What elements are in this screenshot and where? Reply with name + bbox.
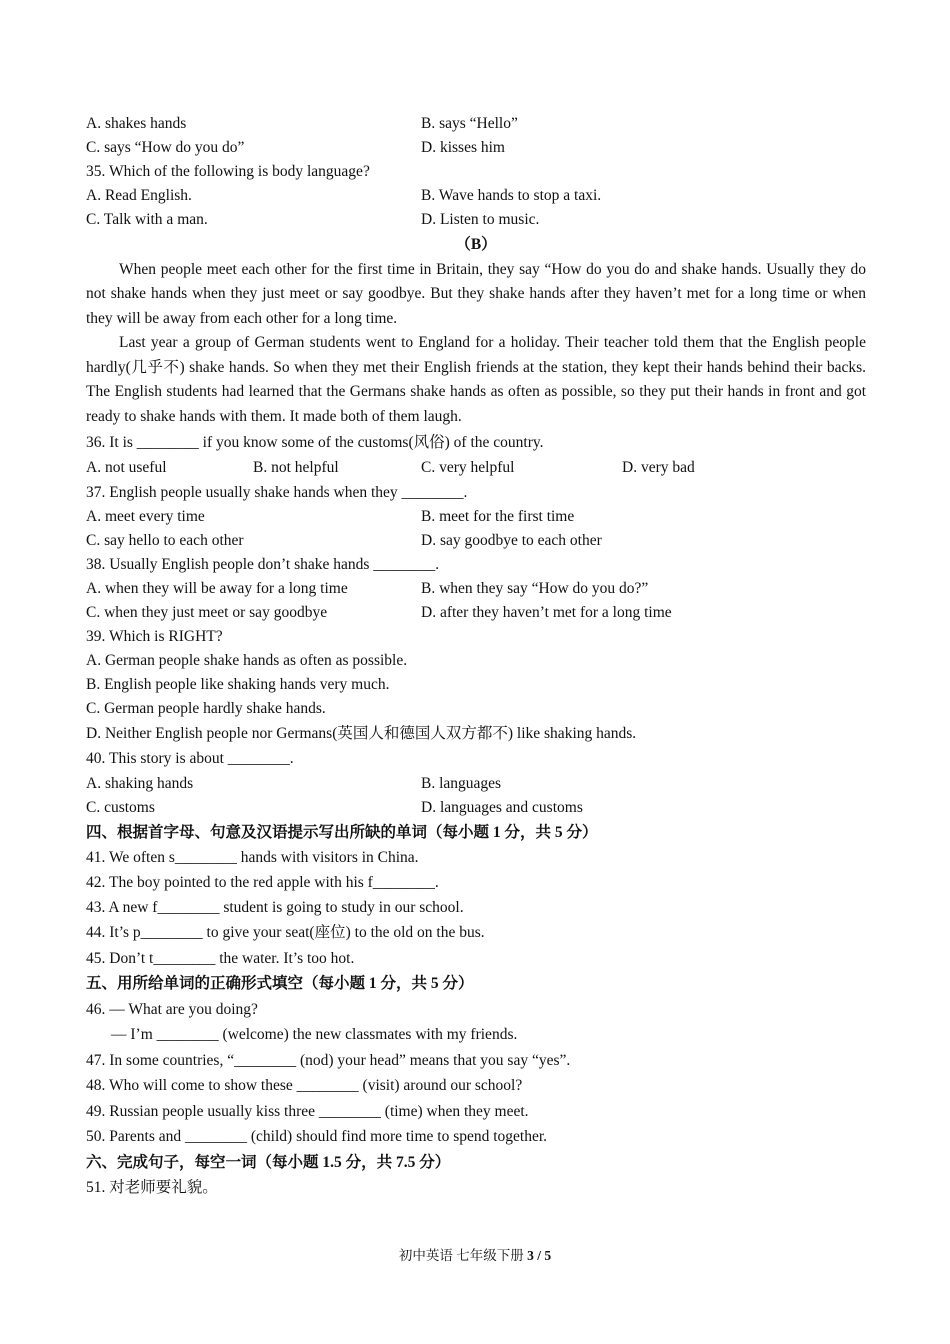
q38-option-b: B. when they say “How do you do?” [421, 579, 649, 597]
q47: 47. In some countries, “________ (nod) your head” means that you say “yes”. [86, 1051, 571, 1069]
q46-question: 46. — What are you doing? [86, 1000, 258, 1018]
q38-option-a: A. when they will be away for a long time [86, 579, 348, 597]
q36-options [86, 455, 866, 481]
q40-options-row2 [86, 796, 866, 820]
q39-option-d: D. Neither English people nor Germans(英国人和德国人双方都不) like shaking hands. [86, 724, 637, 742]
footer-page-number: 3 / 5 [527, 1248, 552, 1263]
exam-page [86, 112, 866, 1201]
q34-option-d: D. kisses him [421, 139, 505, 156]
q39-option-b: B. English people like shaking hands very much. [86, 675, 390, 693]
q37-option-c: C. say hello to each other [86, 531, 244, 549]
q40-question: 40. This story is about ________. [86, 750, 294, 768]
q35-option-a: A. Read English. [86, 187, 192, 204]
q35-option-b: B. Wave hands to stop a taxi. [421, 187, 602, 204]
q36-option-c: C. very helpful [421, 459, 515, 477]
q46-answer-line: — I’m ________ (welcome) the new classmates with my friends. [111, 1026, 518, 1044]
q41: 41. We often s________ hands with visitors in China. [86, 849, 419, 867]
q37-option-b: B. meet for the first time [421, 507, 575, 525]
q35-options-row2 [86, 208, 866, 232]
q36-question: 36. It is ________ if you know some of the customs(风俗) of the country. [86, 433, 544, 451]
q34-option-a: A. shakes hands [86, 115, 187, 132]
q40-option-b: B. languages [421, 774, 502, 792]
q39-option-a: A. German people shake hands as often as possible. [86, 651, 408, 669]
q40-option-d: D. languages and customs [421, 798, 583, 816]
passage-b-heading: （B） [455, 236, 497, 253]
section-4-title: 四、根据首字母、句意及汉语提示写出所缺的单词（每小题 1 分，共 5 分） [86, 823, 598, 841]
q34-options-row2 [86, 136, 866, 160]
q38-option-c: C. when they just meet or say goodbye [86, 603, 328, 621]
q43: 43. A new f________ student is going to study in our school. [86, 898, 464, 916]
q40-options-row1 [86, 772, 866, 796]
q38-option-d: D. after they haven’t met for a long time [421, 603, 672, 621]
passage-b-paragraph-2: Last year a group of German students went to England for a holiday. Their teacher told them that the English people hardly(几乎不) shake hands. So when they met their English friends at the station, they kept their hands behind their backs. The English students had learned that the Germans shake hands as often as possible, so they put their hands in front and got ready to shake hands with them. It made both of them laugh. [86, 334, 866, 426]
q40-option-c: C. customs [86, 798, 155, 816]
q48: 48. Who will come to show these ________ (visit) around our school? [86, 1077, 523, 1095]
q36-option-a: A. not useful [86, 459, 167, 477]
section-5-title: 五、用所给单词的正确形式填空（每小题 1 分，共 5 分） [86, 975, 474, 993]
q45: 45. Don’t t________ the water. It’s too hot. [86, 949, 355, 967]
q37-option-d: D. say goodbye to each other [421, 531, 602, 549]
q37-option-a: A. meet every time [86, 507, 205, 525]
q36-option-d: D. very bad [622, 459, 695, 477]
q34-option-b: B. says “Hello” [421, 115, 518, 132]
q40-option-a: A. shaking hands [86, 774, 194, 792]
q36-option-b: B. not helpful [253, 459, 339, 477]
section-6-title: 六、完成句子，每空一词（每小题 1.5 分，共 7.5 分） [86, 1153, 451, 1171]
passage-b-paragraph-1: When people meet each other for the first time in Britain, they say “How do you do and shake hands. Usually they do not shake hands when they just meet or say goodbye. But they shake hands after they haven’t met for a long time or when they will be away from each other for a long time. [86, 260, 866, 327]
q49: 49. Russian people usually kiss three ________ (time) when they meet. [86, 1102, 529, 1120]
q37-options-row1 [86, 505, 866, 529]
q39-question: 39. Which is RIGHT? [86, 627, 223, 645]
q35-option-d: D. Listen to music. [421, 211, 540, 228]
q35-question: 35. Which of the following is body language? [86, 163, 370, 180]
q35-options-row1 [86, 184, 866, 208]
q37-question: 37. English people usually shake hands when they ________. [86, 483, 468, 501]
page-footer [0, 1244, 950, 1264]
q38-question: 38. Usually English people don’t shake hands ________. [86, 555, 440, 573]
q34-option-c: C. says “How do you do” [86, 139, 245, 156]
q35-option-c: C. Talk with a man. [86, 211, 208, 228]
q42: 42. The boy pointed to the red apple with his f________. [86, 873, 439, 891]
q34-options-row1 [86, 112, 866, 136]
q51: 51. 对老师要礼貌。 [86, 1179, 218, 1197]
q39-option-c: C. German people hardly shake hands. [86, 699, 326, 717]
q50: 50. Parents and ________ (child) should find more time to spend together. [86, 1128, 548, 1146]
q38-options-row1 [86, 577, 866, 601]
footer-course: 初中英语 七年级下册 [398, 1248, 528, 1263]
q44: 44. It’s p________ to give your seat(座位) to the old on the bus. [86, 924, 485, 942]
q38-options-row2 [86, 601, 866, 625]
q37-options-row2 [86, 529, 866, 553]
